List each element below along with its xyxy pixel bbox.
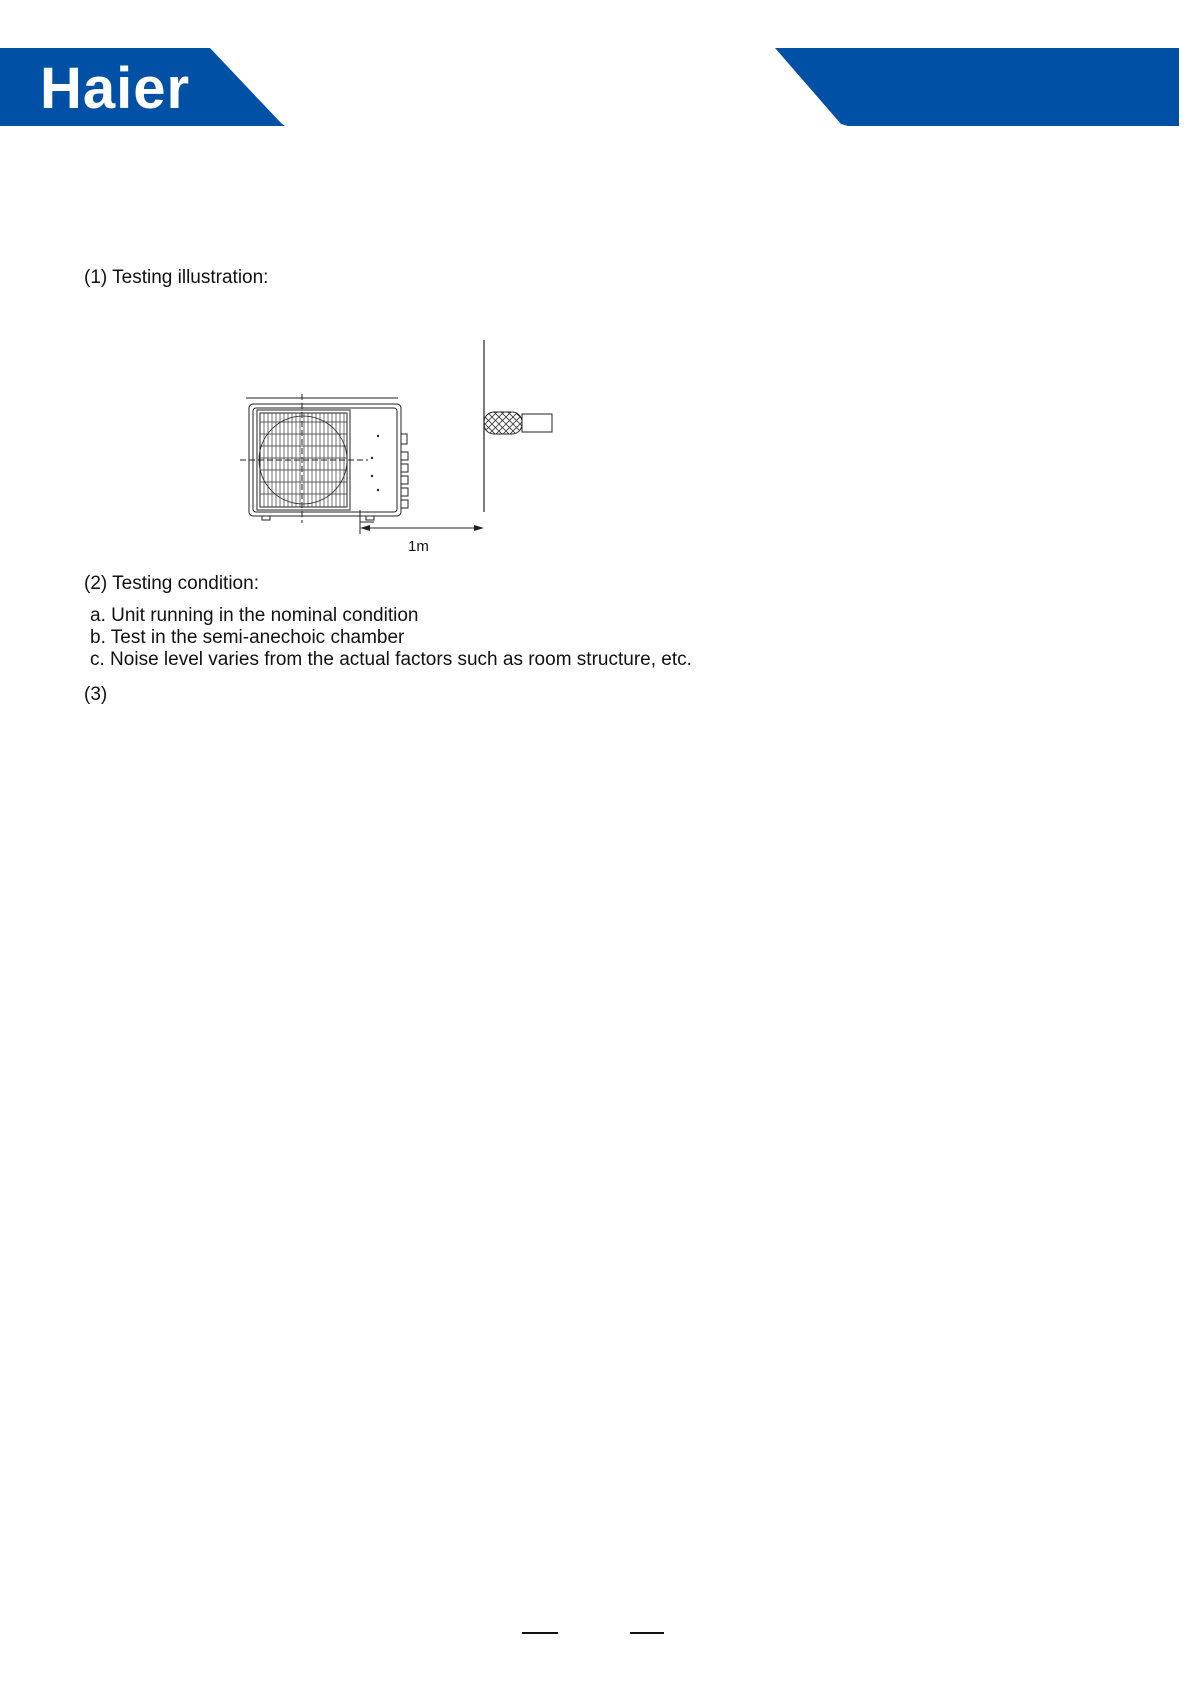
outdoor-unit xyxy=(240,394,408,523)
distance-dimension xyxy=(360,510,484,534)
footer-dash-right xyxy=(630,1632,664,1634)
condition-heading: (2) Testing condition: xyxy=(84,573,259,594)
illustration-heading: (1) Testing illustration: xyxy=(84,267,269,288)
list-item: b. Test in the semi-anechoic chamber xyxy=(90,627,405,648)
section3-heading: (3) xyxy=(84,684,108,705)
condition-list xyxy=(90,605,692,671)
distance-label: 1m xyxy=(408,538,429,555)
list-item: a. Unit running in the nominal condition xyxy=(90,605,419,626)
microphone xyxy=(484,412,552,434)
brand-banner-right xyxy=(775,48,1191,126)
testing-illustration xyxy=(240,340,600,565)
list-item: c. Noise level varies from the actual factors such as room structure, etc. xyxy=(90,649,692,670)
footer-dash-left xyxy=(522,1632,558,1634)
brand-logo: Haier xyxy=(40,56,191,121)
